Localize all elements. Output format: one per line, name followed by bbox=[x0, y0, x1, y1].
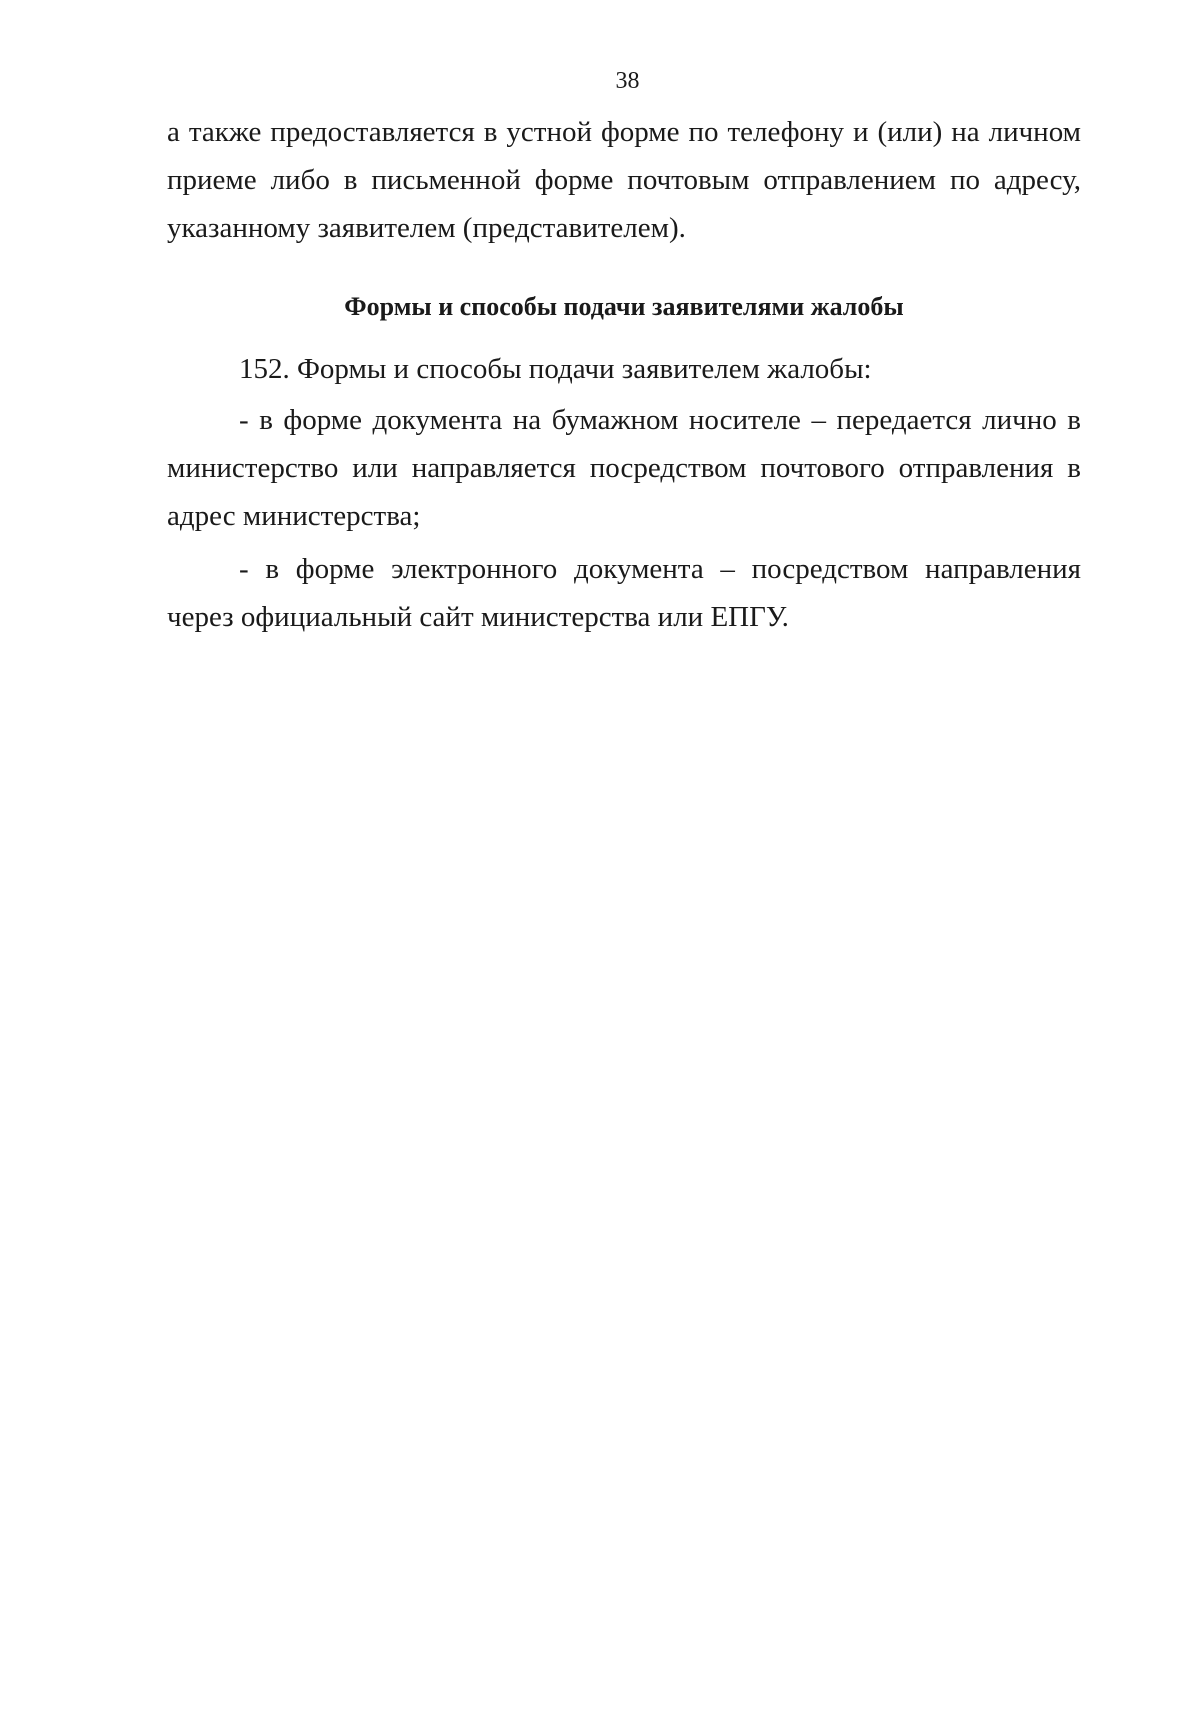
clause-152 bbox=[167, 345, 1081, 393]
list-item bbox=[167, 545, 1081, 641]
clause-152-text: 152. Формы и способы подачи заявителем жалобы: bbox=[239, 353, 872, 385]
page-number: 38 bbox=[615, 68, 640, 94]
continuation-paragraph bbox=[167, 108, 1081, 252]
section-heading: Формы и способы подачи заявителями жалобы bbox=[344, 292, 904, 321]
list-item-paper-document: - в форме документа на бумажном носителе – передается лично в министерство или направляется посредством почтового отправления в адрес министерства; bbox=[167, 404, 1081, 532]
list-item-electronic-document: - в форме электронного документа – посредством направления через официальный сайт министерства или ЕПГУ. bbox=[167, 553, 1081, 633]
list-item bbox=[167, 396, 1081, 540]
continuation-paragraph-text: а также предоставляется в устной форме по телефону и (или) на личном приеме либо в письменной форме почтовым отправлением по адресу, указанному заявителем (представителем). bbox=[167, 116, 1081, 244]
